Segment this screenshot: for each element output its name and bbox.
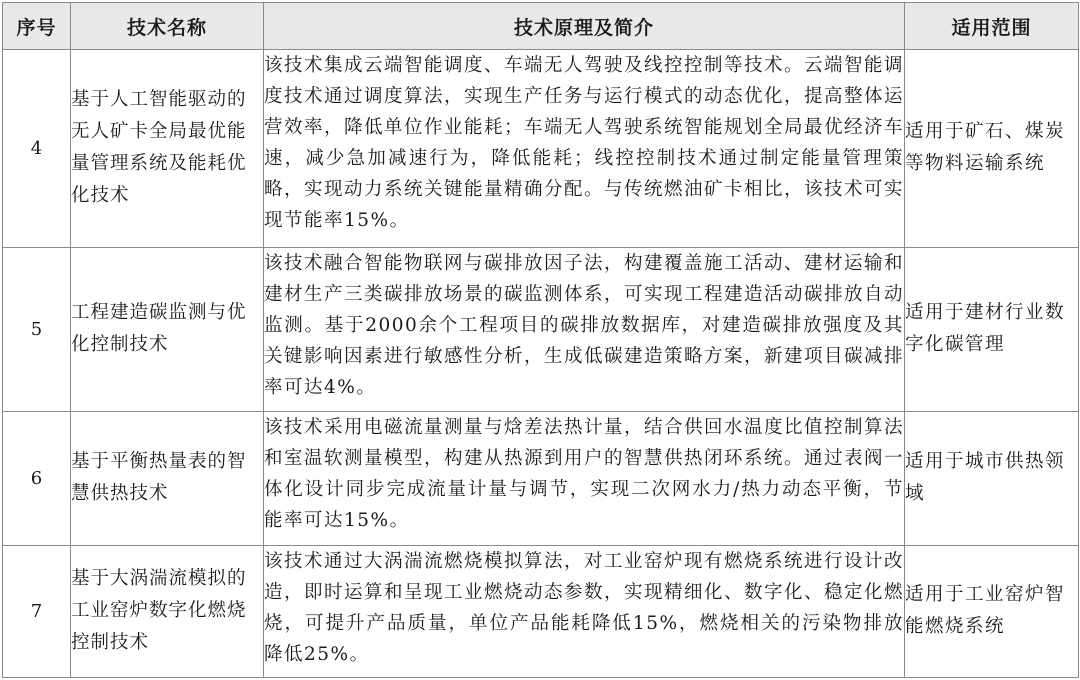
header-tech-name: 技术名称 — [71, 3, 264, 50]
tech-name: 基于人工智能驱动的无人矿卡全局最优能量管理系统及能耗优化技术 — [71, 50, 264, 248]
header-row — [3, 3, 1079, 50]
tech-description: 该技术集成云端智能调度、车端无人驾驶及线控控制等技术。云端智能调度技术通过调度算法，实现生产任务与运行模式的动态优化，提高整体运营效率，降低单位作业能耗；车端无人驾驶系统智能规划全局最优经济车速，减少急加减速行为，降低能耗；线控控制技术通过制定能量管理策略，实现动力系统关键能量精确分配。与传统燃油矿卡相比，该技术可实现节能率15%。 — [264, 50, 905, 248]
row-number: 7 — [3, 545, 71, 677]
header-scope: 适用范围 — [905, 3, 1079, 50]
table-row — [3, 247, 1079, 412]
application-scope: 适用于矿石、煤炭等物料运输系统 — [905, 50, 1079, 248]
row-number: 5 — [3, 247, 71, 412]
tech-description: 该技术通过大涡湍流燃烧模拟算法，对工业窑炉现有燃烧系统进行设计改造，即时运算和呈现工业燃烧动态参数，实现精细化、数字化、稳定化燃烧，可提升产品质量，单位产品能耗降低15%，燃烧相关的污染物排放降低25%。 — [264, 545, 905, 677]
tech-name: 基于平衡热量表的智慧供热技术 — [71, 412, 264, 545]
table-row — [3, 545, 1079, 677]
header-principle: 技术原理及简介 — [264, 3, 905, 50]
table-body — [3, 50, 1079, 678]
header-number: 序号 — [3, 3, 71, 50]
application-scope: 适用于工业窑炉智能燃烧系统 — [905, 545, 1079, 677]
tech-description: 该技术采用电磁流量测量与焓差法热计量，结合供回水温度比值控制算法和室温软测量模型，构建从热源到用户的智慧供热闭环系统。通过表阀一体化设计同步完成流量计量与调节，实现二次网水力/热力动态平衡，节能率可达15%。 — [264, 412, 905, 545]
tech-name: 基于大涡湍流模拟的工业窑炉数字化燃烧控制技术 — [71, 545, 264, 677]
application-scope: 适用于城市供热领域 — [905, 412, 1079, 545]
tech-name: 工程建造碳监测与优化控制技术 — [71, 247, 264, 412]
table-row — [3, 50, 1079, 248]
row-number: 4 — [3, 50, 71, 248]
table-row — [3, 412, 1079, 545]
table-header — [3, 3, 1079, 50]
row-number: 6 — [3, 412, 71, 545]
application-scope: 适用于建材行业数字化碳管理 — [905, 247, 1079, 412]
tech-description: 该技术融合智能物联网与碳排放因子法，构建覆盖施工活动、建材运输和建材生产三类碳排放场景的碳监测体系，可实现工程建造活动碳排放自动监测。基于2000余个工程项目的碳排放数据库，对建造碳排放强度及其关键影响因素进行敏感性分析，生成低碳建造策略方案，新建项目碳减排率可达4%。 — [264, 247, 905, 412]
technology-table — [2, 2, 1079, 678]
